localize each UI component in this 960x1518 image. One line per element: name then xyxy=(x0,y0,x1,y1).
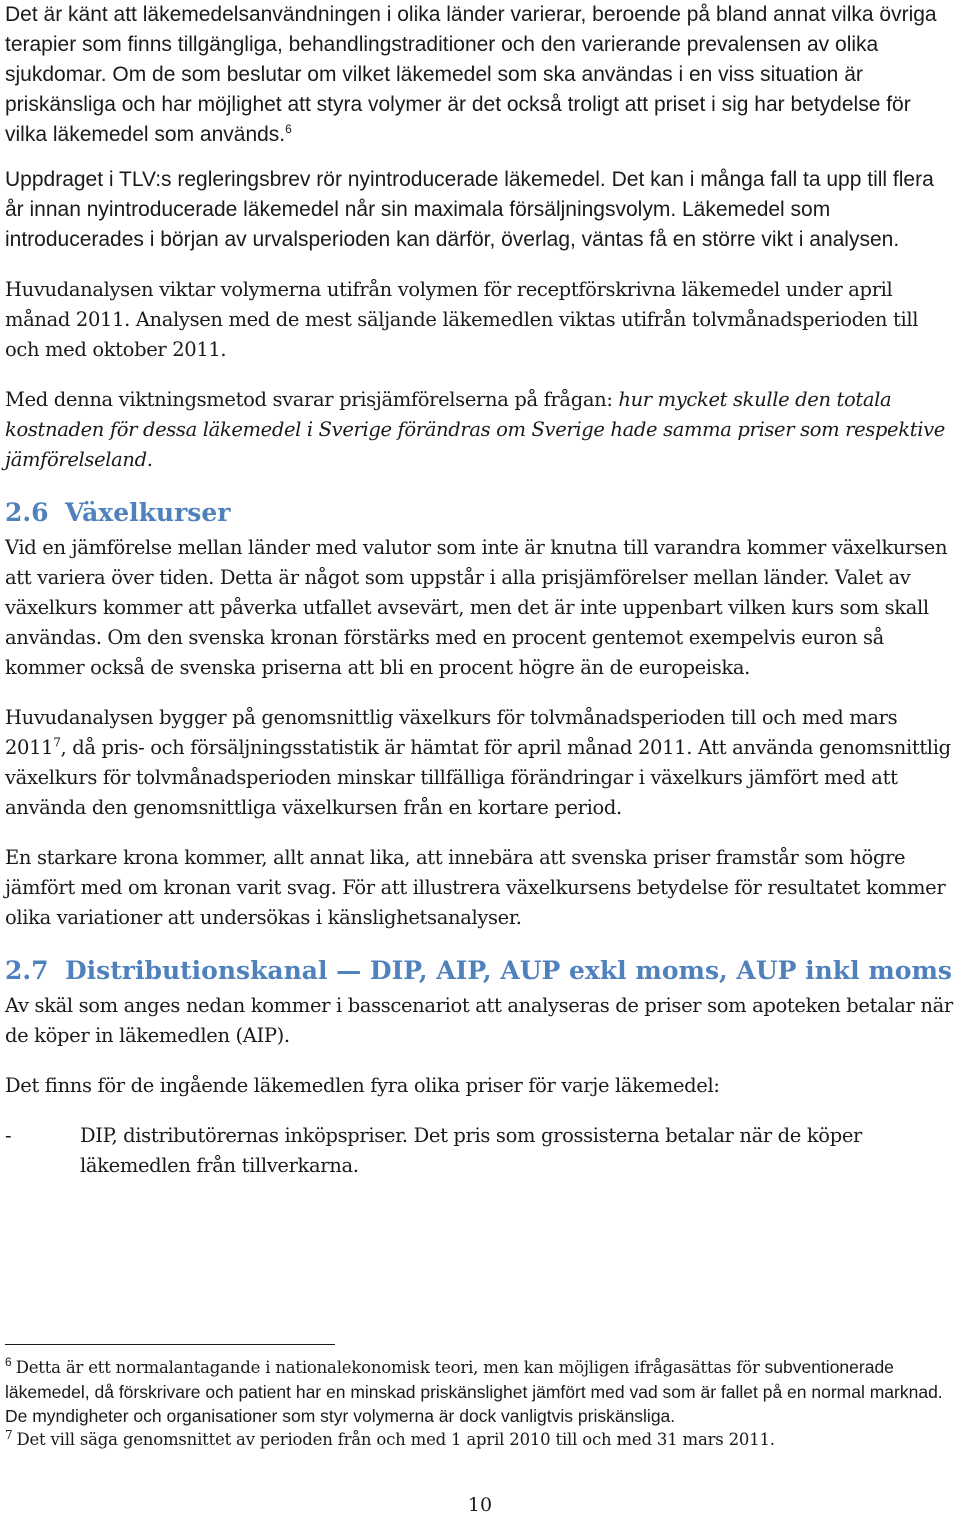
document-page xyxy=(5,0,955,1201)
mandate-paragraph xyxy=(5,165,955,255)
footnote-6-mark: 6 xyxy=(5,1355,12,1370)
section-heading-2-6 xyxy=(5,495,955,531)
distribution-paragraph-2: Det finns för de ingående läkemedlen fyra olika priser för varje läkemedel: xyxy=(5,1074,720,1097)
footnotes xyxy=(5,1355,955,1452)
mandate-lead-text: Uppdraget i TLV:s regleringsbrev rör nyintroducerade läkemedel. xyxy=(5,168,606,191)
exchange-rate-paragraph-3: En starkare krona kommer, allt annat lika, att innebära att svenska priser framstår som högre jämfört med om kronan varit svag. För att illustrera växelkursens betydelse för resultatet kommer olika variationer att undersökas i känslighetsanalyser. xyxy=(5,846,946,929)
exchange-rate-paragraph-1: Vid en jämförelse mellan länder med valutor som inte är knutna till varandra kommer växelkursen att variera över tiden. Detta är något som uppstår i alla prisjämförelser mellan länder. Valet av växelkurs kommer att påverka utfallet avsevärt, men det är inte uppenbart vilken kurs som skall användas. Om den svenska kronan förstärks med en procent gentemot exempelvis euron så kommer också de svenska priserna att bli en procent högre än de europeiska. xyxy=(5,536,948,679)
list-item xyxy=(5,1121,955,1181)
method-question-text: hur mycket skulle den totala kostnaden för dessa läkemedel i Sverige förändras om Sverige hade samma priser som respektive jämförelseland. xyxy=(5,388,945,471)
list-item-text: DIP, distributörernas inköpspriser. Det pris som grossisterna betalar när de köper läkemedlen från tillverkarna. xyxy=(80,1124,862,1177)
distribution-paragraph-1: Av skäl som anges nedan kommer i basscenariot att analyseras de priser som apoteken betalar när de köper in läkemedlen (AIP). xyxy=(5,994,953,1047)
method-paragraph xyxy=(5,385,955,475)
page-number: 10 xyxy=(467,1494,493,1516)
intro-paragraph-text: Det är känt att läkemedelsanvändningen i olika länder varierar, beroende på bland annat vilka övriga terapier som finns tillgängliga, behandlingstraditioner och den varierande prevalensen av olika sjukdomar. Om de som beslutar om vilket läkemedel som ska användas i en viss situation är priskänsliga och har möjlighet att styra volymer är det också troligt att priset i sig har betydelse för vilka läkemedel som används. xyxy=(5,3,937,146)
list-bullet: - xyxy=(5,1124,12,1147)
method-text: Med denna viktningsmetod svarar prisjämförelserna på frågan: xyxy=(5,388,619,411)
footnote-6 xyxy=(5,1355,955,1428)
mandate-body-text: Det kan i många fall ta upp till flera år innan nyintroducerade läkemedel når sin maximala försäljningsvolym. Läkemedel som introducerades i början av urvalsperioden kan därför, överlag, väntas få en större vikt i analysen. xyxy=(5,168,934,251)
section-title: Distributionskanal — DIP, AIP, AUP exkl moms, AUP inkl moms xyxy=(65,956,952,985)
intro-paragraph xyxy=(5,0,955,150)
footnote-7 xyxy=(5,1428,955,1452)
exchange-rate-paragraph-2 xyxy=(5,703,955,823)
footnote-ref-7[interactable]: 7 xyxy=(53,735,61,750)
section-title: Växelkurser xyxy=(65,498,231,527)
footnote-7-text: Det vill säga genomsnittet av perioden från och med 1 april 2010 till och med 31 mars 2011. xyxy=(16,1430,775,1449)
footnote-6-text: subventionerade läkemedel, då förskrivare och patient har en minskad priskänslighet jämfört med vad som är fallet på en normal marknad. De myndigheter och organisationer som styr volymerna är dock vanligtvis priskänsliga. xyxy=(5,1357,943,1426)
footnote-divider xyxy=(5,1344,335,1345)
exchange-rate-text-a: Huvudanalysen bygger på genomsnittlig växelkurs för tolvmånadsperioden till och med mars 2011 xyxy=(5,706,898,759)
weighting-paragraph: Huvudanalysen viktar volymerna utifrån volymen för receptförskrivna läkemedel under april månad 2011. Analysen med de mest säljande läkemedlen viktas utifrån tolvmånadsperioden till och med oktober 2011. xyxy=(5,278,919,361)
footnote-ref-6[interactable]: 6 xyxy=(285,122,292,136)
section-number: 2.7 xyxy=(5,956,49,985)
footnote-7-mark: 7 xyxy=(5,1427,13,1442)
section-heading-2-7 xyxy=(5,953,955,989)
section-number: 2.6 xyxy=(5,498,49,527)
exchange-rate-text-b: , då pris- och försäljningsstatistik är hämtat för april månad 2011. Att använda genomsnittlig växelkurs för tolvmånadsperioden minskar tillfälliga förändringar i växelkurs jämfört med att använda den genomsnittliga växelkursen från en kortare period. xyxy=(5,736,951,819)
footnote-6-lead-text: Detta är ett normalantagande i nationalekonomisk teori, men kan möjligen ifrågasättas för xyxy=(15,1358,760,1377)
